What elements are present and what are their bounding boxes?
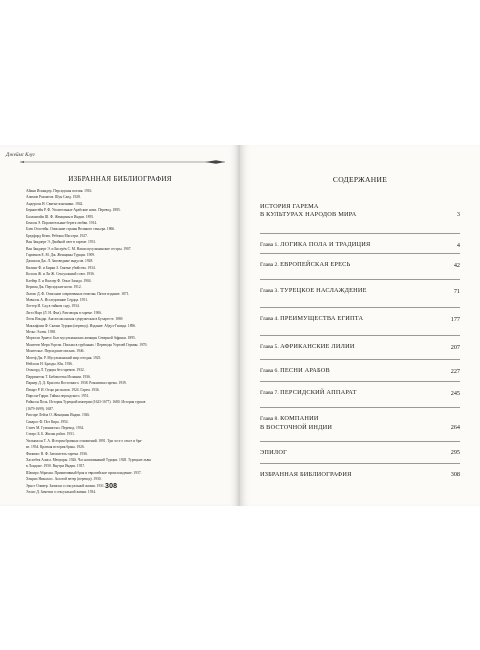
bibliography-entry: Сакарос Ф. Пот Кира. 1954. <box>26 419 69 424</box>
toc-entry[interactable] <box>260 315 460 324</box>
bibliography-entry: Пирсон-Гарри. Тайны персидского. 1951. <box>26 394 90 398</box>
toc-entry-title <box>260 471 430 479</box>
toc-page-number: 308 <box>450 471 460 478</box>
bibliography-entry: в Лондоне. 1950. Внутри Индии. 1937. <box>26 464 86 469</box>
toc-entry[interactable] <box>260 261 460 270</box>
toc-divider <box>260 359 460 360</box>
toc-page-number: 177 <box>450 316 460 323</box>
toc-divider <box>260 279 460 280</box>
toc-title-line: В КУЛЬТУРАХ НАРОДОВ МИРА <box>260 210 357 218</box>
bibliography-entry: Айани Искандер. Персидская поэзия. 1916. <box>26 189 93 193</box>
bibliography-entry: Мотеф Дж. Р. Мусульманский мир сегодня. 1925. <box>26 355 102 360</box>
toc-entry[interactable] <box>260 241 460 250</box>
bibliography-entry: Джонсон Дж. Л. Заповедные индусов. 1928. <box>26 259 94 264</box>
toc-entry[interactable] <box>260 203 460 218</box>
toc-entry-title <box>260 415 430 431</box>
toc-chapter-prefix: Глава 6. <box>260 368 281 374</box>
toc-chapter-prefix: Глава 2. <box>260 262 281 268</box>
table-of-contents <box>260 145 460 506</box>
bibliography-entry: Филиппс В. Ф. Затопитель гарема. 1936. <box>26 451 88 456</box>
bibliography-entry: Литл Нарт (Л. Н. Фил). Разговоры в гареме. 1906. <box>26 310 102 315</box>
bibliography-entry: Хаселбек Алиса. Мемуары. 1926. Час напоминаний Турции. 1928. Турецкие львы <box>26 458 151 463</box>
toc-divider <box>260 335 460 336</box>
bibliography-entry: Льюис Д. Ф. Описание современных египтян. Пятое издание. 1871. <box>26 291 130 296</box>
bibliography-entry: Пекарт Р. И. Отцы рассказов. 1924. Гарем. 1936. <box>26 387 100 392</box>
right-page <box>240 145 480 506</box>
bibliography-title: ИЗБРАННАЯ БИБЛИОГРАФИЯ <box>68 175 172 183</box>
bibliography-entry: Алимов Рахматов. Шун Саид. 1928. <box>26 195 81 200</box>
toc-divider <box>260 407 460 408</box>
toc-title-line: ПЕРСИДСКИЙ АППАРАТ <box>280 389 357 396</box>
toc-chapter-prefix: Глава 8. <box>260 416 281 422</box>
toc-entry-title <box>260 343 430 352</box>
bibliography-entry: Стеарс Б. Б. Жизнь рабов. 1931. <box>26 432 75 437</box>
toc-chapter-prefix: Глава 4. <box>260 316 281 322</box>
bibliography-entry: Уильямсон Т. А. История брачных отношений. 1891. Три эссе о сексе и бра- <box>26 438 143 443</box>
toc-page-number: 3 <box>456 210 460 218</box>
bibliography-entry: Лоты Ильдар. Англосаксонская супружеская в Бухаресте. 1869. <box>26 317 124 322</box>
bibliography-entry: Ститч М. Гуманистыэ. Перевод. 1934. <box>26 426 85 431</box>
toc-title-line: ТУРЕЦКОЕ НАСЛАЖДЕНИЕ <box>280 287 367 294</box>
bibliography-entry: Бредфорд Кемп. Ребекка Массери. 1927. <box>26 233 88 238</box>
toc-title-line: ПЕСНИ АРАБОВ <box>280 367 330 374</box>
toc-entry[interactable] <box>260 449 460 457</box>
bibliography-entry: Огжоорд Л. Турция без гаремов. 1932. <box>26 368 85 373</box>
toc-chapter-prefix: Глава 7. <box>260 390 281 396</box>
contents-title: СОДЕРЖАНИЕ <box>332 175 388 184</box>
toc-chapter-prefix: Глава 3. <box>260 288 281 294</box>
bibliography-entry: Рисгаре Лейла О. Женщины Индии. 1926. <box>26 413 91 418</box>
toc-title-line: ИСТОРИЯ ГАРЕМА <box>260 203 319 210</box>
toc-page-number: 71 <box>453 288 460 295</box>
toc-title-line: ПРЕИМУЩЕСТВА ЕГИПТА <box>280 315 364 322</box>
toc-title-line: В ВОСТОЧНОЙ ИНДИИ <box>260 423 333 431</box>
bibliography-entry: Эрнст Оливер. Записки о сексуальной жизни. 1931. <box>26 483 105 488</box>
toc-divider <box>260 233 460 234</box>
toc-title-line: ИЗБРАННАЯ БИБЛИОГРАФИЯ <box>260 471 352 478</box>
ornamental-rule-icon <box>20 159 225 165</box>
toc-title-line: КОМПАНИИ <box>280 415 319 422</box>
toc-entry-title <box>260 449 430 457</box>
left-page <box>0 145 240 506</box>
toc-divider <box>260 253 460 254</box>
toc-entry[interactable] <box>260 367 460 376</box>
bibliography-entry: Клейер Л. и Виллер Ф. Опыт Запада. 1904. <box>26 278 92 283</box>
bibliography-entry: Андерсон Н. Святые язычники. 1942. <box>26 201 84 206</box>
toc-entry-title <box>260 203 430 218</box>
bibliography-entry: ке. 1934. Краткая история брака. 1926. <box>26 445 85 450</box>
toc-chapter-prefix: Глава 1. <box>260 242 281 248</box>
toc-title-line: ЛОГИКА ПОЛА И ТРАДИЦИЯ <box>280 241 371 248</box>
bibliography-entry: Гарменов Е. М. Дж. Женщины Турции. 1909. <box>26 253 95 258</box>
toc-divider <box>260 463 460 464</box>
toc-title-line: АФРИКАНСКИЕ ЛИЛИИ <box>280 343 355 350</box>
bibliography-entry: Монтегю Мери Уортли. Письма в турбаннах / Переводы Уортлей Гермин. 1970. <box>26 342 148 347</box>
bibliography-entry: Нейлсон Н. Бразды. Юн. 1936. <box>26 361 73 366</box>
toc-entry[interactable] <box>260 389 460 398</box>
bibliography-entry: Райнсон Поль. История Турецкой империи (1623-1677). 1680. История турков <box>26 400 146 405</box>
toc-divider <box>260 441 460 442</box>
bibliography-entry: Хенрих Николасс. Золотой ветер (перевод). 1930. <box>26 477 102 482</box>
toc-page-number: 227 <box>450 368 460 375</box>
toc-page-number: 207 <box>450 344 460 351</box>
toc-entry-title <box>260 261 430 270</box>
page-number: 308 <box>105 483 118 490</box>
toc-chapter-prefix: Глава 5. <box>260 344 281 350</box>
toc-entry[interactable] <box>260 343 460 352</box>
toc-page-number: 245 <box>450 390 460 397</box>
bibliography-entry: Колсон Ж. и Ли Ж. Сексуальный союз. 1936. <box>26 272 95 277</box>
toc-entry-title <box>260 389 430 398</box>
bibliography-entry: Килинг Ф. и Бирки З. Святые убийства. 1934. <box>26 265 96 270</box>
toc-entry-title <box>260 367 430 376</box>
toc-entry[interactable] <box>260 415 460 431</box>
bibliography-entry: Кермон Дж. Персидские ночи. 1912. <box>26 285 82 290</box>
toc-page-number: 4 <box>456 242 460 249</box>
running-head: Джеймс Клуг <box>6 153 35 158</box>
toc-entry[interactable] <box>260 471 460 479</box>
toc-entry-title <box>260 287 430 296</box>
toc-title-line: ЕВРОПЕЙСКАЯ ЕРЕСЬ <box>280 261 351 268</box>
bibliography-entry: Лоттер И. Сад в тайном саду. 1934. <box>26 304 80 309</box>
toc-entry-title <box>260 315 430 324</box>
toc-divider <box>260 381 460 382</box>
toc-divider <box>260 307 460 308</box>
bibliography-entry: Монтескье. Персидские письма. 1946. <box>26 349 85 354</box>
toc-title-line: ЭПИЛОГ <box>260 449 287 456</box>
toc-page-number: 42 <box>453 262 460 269</box>
toc-entry-title <box>260 241 430 250</box>
bibliography-entry: Парнер Д. Д. Красоты Восточного. 1938. Романтика гарема. 1939. <box>26 381 127 386</box>
bibliography-entry: Ван Зандаерт Э. и Бистрёк С. М. Наши мусульманские сестры. 1907. <box>26 246 132 251</box>
bibliography-entry: Эллис Д. Заметки о сексуальной жизни. 1934. <box>26 490 97 495</box>
bibliography-entry: Мельс Эллен. 1938. <box>26 329 56 334</box>
toc-entry[interactable] <box>260 287 460 296</box>
bibliography-list <box>26 188 226 496</box>
bibliography-entry: Мавалль А. Исследование Сердца. 1951. <box>26 297 88 302</box>
bibliography-entry: Блек Огастейн. Описание страны Великого сеньора. 1866. <box>26 227 115 232</box>
bibliography-entry: (1679-1699). 1687. <box>26 406 54 411</box>
bibliography-entry: Паррингтон Т. Библиотека Испании. 1936. <box>26 374 91 379</box>
book-spread <box>0 145 480 506</box>
bibliography-entry: Морелли Эрнест. Быт мусульманских женщин Северной Африки. 1895. <box>26 336 136 341</box>
toc-page-number: 295 <box>450 449 460 456</box>
bibliography-entry: Ван Зандаерт Э. Двойной свет в гареме. 1931. <box>26 240 97 245</box>
bibliography-entry: Бернштейн Р. Ф. Упоительные Арабские ночи. Перевод. 1885. <box>26 208 121 213</box>
bibliography-entry: Баллантайн Ш. Ф. Женщины в Индии. 1895. <box>26 214 94 219</box>
bibliography-entry: Маклафлин Ф. Сказки Турции (перевод). Издание: Абдул-Гамида. 1896. <box>26 323 136 328</box>
bibliography-entry: Бенсон Э. Поразительные берега любви. 1914. <box>26 221 98 226</box>
bibliography-entry: Шапиро Абрахам. Примитивный брак и европейское происхождение. 1937. <box>26 470 142 475</box>
toc-page-number: 264 <box>450 423 460 431</box>
